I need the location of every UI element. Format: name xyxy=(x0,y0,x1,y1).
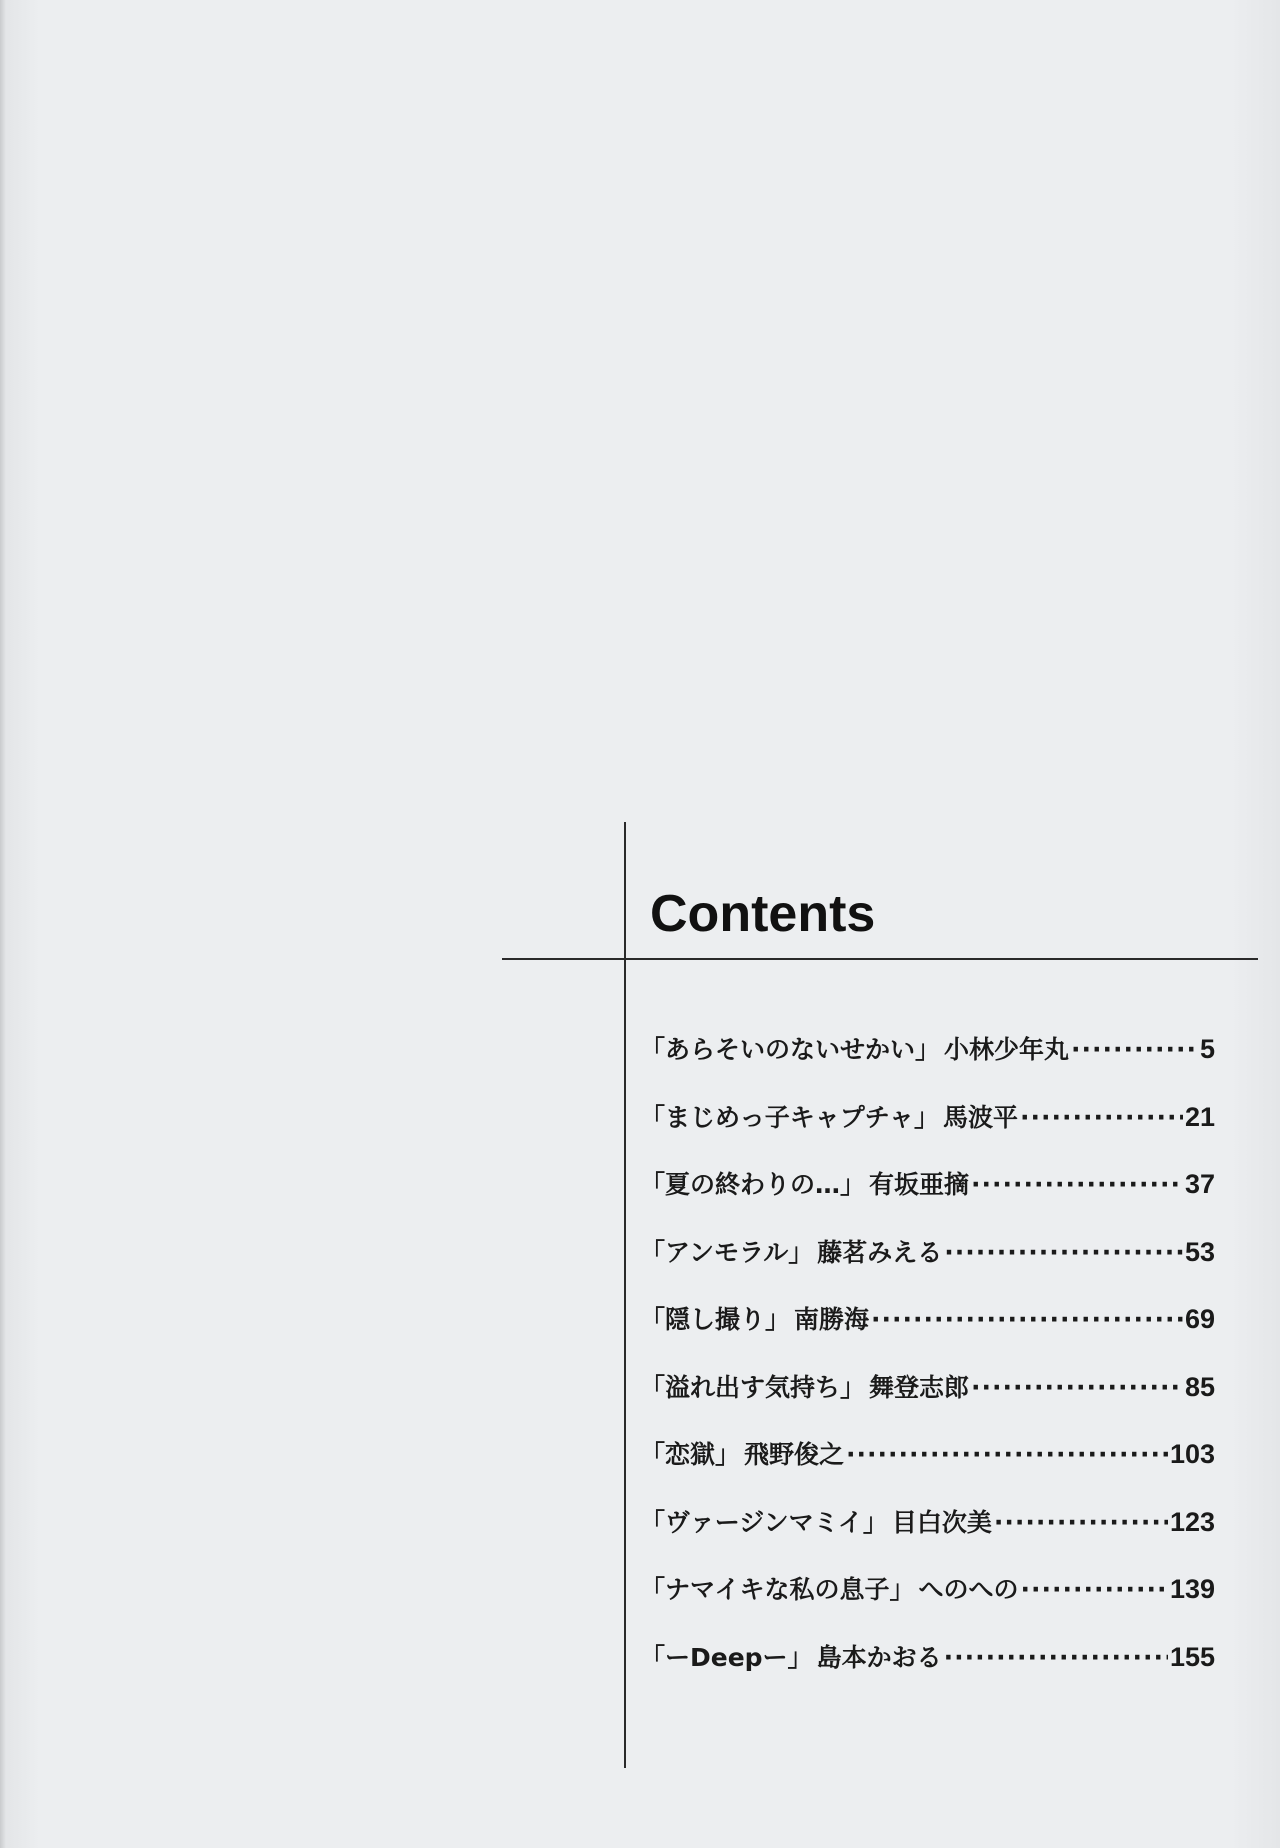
toc-entry xyxy=(640,1233,1215,1301)
toc-entry-author: 馬波平 xyxy=(943,1102,1019,1132)
toc-leader-dots xyxy=(994,1508,1168,1537)
toc-entry-page: 123 xyxy=(1169,1506,1215,1537)
toc-entry-author: へのへの xyxy=(918,1575,1019,1604)
toc-entry-page: 5 xyxy=(1199,1034,1215,1064)
contents-heading: Contents xyxy=(650,885,876,943)
toc-leader-dots xyxy=(944,1643,1168,1672)
toc-entry-page: 139 xyxy=(1169,1574,1215,1604)
toc-entry-author: 島本かおる xyxy=(816,1642,942,1672)
toc-entry-title: 「恋獄」 xyxy=(640,1440,741,1469)
toc-leader-dots xyxy=(971,1373,1183,1402)
toc-entry-author: 有坂亜摘 xyxy=(869,1170,970,1199)
toc-entry xyxy=(640,1638,1215,1706)
toc-leader-dots xyxy=(1020,1103,1183,1132)
toc-entry xyxy=(640,1098,1215,1166)
horizontal-rule xyxy=(502,958,1258,960)
table-of-contents xyxy=(640,1030,1215,1705)
toc-entry-page: 53 xyxy=(1184,1236,1215,1267)
toc-leader-dots xyxy=(971,1170,1183,1199)
toc-entry-title: 「アンモラル」 xyxy=(640,1237,814,1267)
toc-entry-page: 69 xyxy=(1184,1304,1215,1334)
toc-leader-dots xyxy=(1071,1035,1198,1064)
toc-entry-author: 飛野俊之 xyxy=(744,1440,845,1469)
toc-leader-dots xyxy=(944,1238,1183,1267)
toc-entry-title: 「ーDeepー」 xyxy=(640,1642,813,1672)
toc-entry xyxy=(640,1300,1215,1368)
toc-entry-author: 藤茗みえる xyxy=(817,1237,943,1267)
toc-entry-author: 舞登志郎 xyxy=(869,1372,970,1402)
toc-entry xyxy=(640,1368,1215,1436)
toc-entry-author: 目白次美 xyxy=(891,1507,992,1537)
toc-entry-page: 21 xyxy=(1184,1101,1215,1132)
toc-entry-title: 「あらそいのないせかい」 xyxy=(640,1035,941,1064)
toc-entry-title: 「夏の終わりの…」 xyxy=(640,1170,866,1199)
toc-entry-page: 103 xyxy=(1169,1439,1215,1469)
toc-entry-title: 「まじめっ子キャプチャ」 xyxy=(640,1102,940,1132)
toc-entry-title: 「ナマイキな私の息子」 xyxy=(640,1575,915,1604)
toc-entry-title: 「ヴァージンマミイ」 xyxy=(640,1507,888,1537)
toc-entry-title: 「溢れ出す気持ち」 xyxy=(640,1372,866,1402)
toc-entry-page: 155 xyxy=(1169,1641,1215,1672)
toc-leader-dots xyxy=(846,1440,1168,1469)
toc-entry-author: 南勝海 xyxy=(794,1305,870,1334)
toc-entry-title: 「隠し撮り」 xyxy=(640,1305,791,1334)
vertical-rule xyxy=(624,822,626,1768)
toc-entry-author: 小林少年丸 xyxy=(944,1035,1070,1064)
toc-leader-dots xyxy=(1021,1575,1168,1604)
toc-entry xyxy=(640,1030,1215,1098)
page-left-edge xyxy=(0,0,6,1848)
toc-entry xyxy=(640,1503,1215,1571)
toc-entry-page: 85 xyxy=(1184,1371,1215,1402)
toc-leader-dots xyxy=(871,1305,1183,1334)
toc-entry xyxy=(640,1435,1215,1503)
toc-entry xyxy=(640,1570,1215,1638)
toc-entry-page: 37 xyxy=(1184,1169,1215,1199)
toc-entry xyxy=(640,1165,1215,1233)
